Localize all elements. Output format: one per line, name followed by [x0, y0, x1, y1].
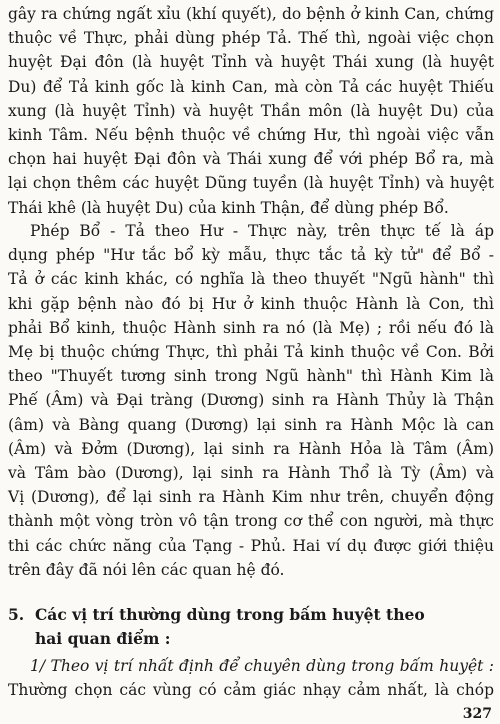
text-line: thành một vòng tròn vô tận trong cơ thể con người, mà thực	[8, 512, 494, 531]
heading-line: hai quan điểm :	[8, 629, 171, 648]
text-line: lại chọn thêm các huyệt Dũng tuyền (là huyệt Tỉnh) và huyệt	[8, 174, 494, 193]
paragraph-text	[8, 2, 494, 220]
text-line: huyệt Đại đôn (là huyệt Tỉnh và huyệt Thái xung (là huyệt	[8, 53, 494, 72]
text-line: 1/ Theo vị trí nhất định để chuyên dùng trong bấm huyệt :	[30, 657, 494, 675]
paragraph-text	[8, 654, 494, 702]
text-line: Vị (Dương), để lại sinh ra Hành Kim như trên, chuyển động	[8, 488, 494, 507]
book-page	[8, 2, 494, 720]
text-line: phải Bổ kinh, thuộc Hành sinh ra nó (là Mẹ) ; rồi nếu đó là	[8, 318, 494, 337]
paragraph-3	[8, 654, 494, 702]
heading-line: 5. Các vị trí thường dùng trong bấm huyệt theo	[8, 605, 425, 624]
text-line: trên đây đã nói lên các quan hệ đó.	[8, 560, 285, 579]
paragraph-text	[8, 219, 494, 582]
paragraph-2	[8, 219, 494, 582]
text-line: Du) để Tả kinh gốc là kinh Can, mà còn Tả các huyệt Thiếu	[8, 77, 494, 96]
text-line: dụng phép "Hư tắc bổ kỳ mẫu, thực tắc tả kỳ tử" để Bổ -	[8, 246, 494, 265]
text-line: xung (là huyệt Tỉnh) và huyệt Thần môn (là huyệt Du) của	[8, 101, 494, 120]
text-line: Thái khê (là huyệt Du) của kinh Thận, để dùng phép Bổ.	[8, 198, 449, 217]
text-line: khi gặp bệnh nào đó bị Hư ở kinh thuộc Hành là Con, thì	[8, 294, 494, 313]
text-line: thuộc về Thực, phải dùng phép Tả. Thế thì, ngoài việc chọn	[8, 29, 494, 48]
page-number: 327	[462, 706, 492, 722]
text-line: Tả ở các kinh khác, có nghĩa là theo thuyết "Ngũ hành" thì	[8, 270, 494, 289]
text-line: (âm) và Bàng quang (Dương) lại sinh ra Hành Mộc là can	[8, 415, 494, 434]
text-line: và Tâm bào (Dương), lại sinh ra Hành Thổ là Tỳ (Âm) và	[8, 464, 494, 483]
section-heading	[8, 603, 494, 651]
text-line: kinh Tâm. Nếu bệnh thuộc về chứng Hư, thì ngoài việc vẫn	[8, 126, 494, 145]
text-line: gây ra chứng ngất xỉu (khí quyết), do bệnh ở kinh Can, chứng	[8, 5, 494, 23]
text-line: Phế (Âm) và Đại tràng (Dương) sinh ra Hành Thủy là Thận	[8, 391, 494, 410]
paragraph-1	[8, 2, 494, 220]
text-line: thi các chức năng của Tạng - Phủ. Hai ví dụ được giới thiệu	[8, 536, 494, 555]
text-line: Mẹ bị thuộc chứng Thực, thì phải Tả kinh thuộc về Con. Bởi	[8, 343, 494, 362]
text-line: Thường chọn các vùng có cảm giác nhạy cảm nhất, là chóp	[8, 681, 494, 700]
text-line: Phép Bổ - Tả theo Hư - Thực này, trên thực tế là áp	[30, 222, 494, 240]
text-line: chọn hai huyệt Đại đôn và Thái xung để với phép Bổ ra, mà	[8, 150, 494, 169]
text-line: theo "Thuyết tương sinh trong Ngũ hành" thì Hành Kim là	[8, 367, 494, 386]
text-line: (Âm) và Đởm (Dương), lại sinh ra Hành Hỏa là Tâm (Âm)	[8, 439, 494, 458]
